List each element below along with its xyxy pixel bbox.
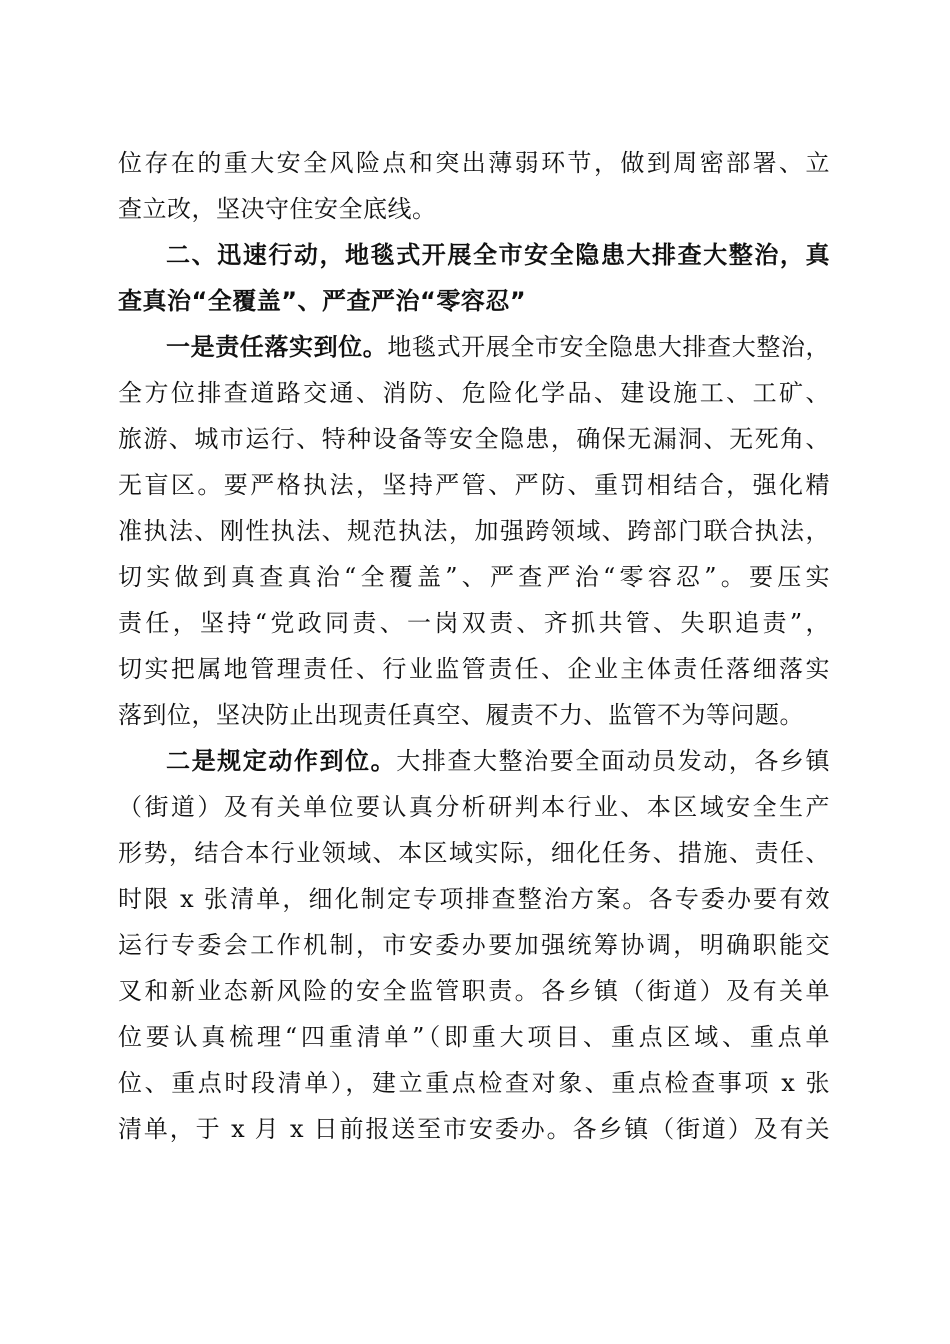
paragraph-lead: 二是规定动作到位。: [166, 747, 397, 775]
text-line: [118, 738, 830, 784]
text-line: [118, 324, 830, 370]
text-line: （街道）及有关单位要认真分析研判本行业、本区域安全生产: [118, 793, 830, 821]
text-line: 形势，结合本行业领域、本区域实际，细化任务、措施、责任、: [118, 839, 830, 867]
text-line: 运行专委会工作机制，市安委办要加强统筹协调，明确职能交: [118, 931, 830, 959]
paragraph-intro: [118, 140, 830, 232]
text-line: 叉和新业态新风险的安全监管职责。各乡镇（街道）及有关单: [118, 977, 830, 1005]
text-line: 位要认真梳理“四重清单”（即重大项目、重点区域、重点单: [118, 1023, 830, 1051]
text-line: 无盲区。要严格执法，坚持严管、严防、重罚相结合，强化精: [118, 471, 830, 499]
text-line: 全方位排查道路交通、消防、危险化学品、建设施工、工矿、: [118, 379, 830, 407]
paragraph-lead-rest: 地毯式开展全市安全隐患大排查大整治，: [387, 333, 831, 361]
section-heading: [118, 232, 830, 324]
text-line: 切实把属地管理责任、行业监管责任、企业主体责任落细落实: [118, 655, 830, 683]
heading-line: 二、迅速行动，地毯式开展全市安全隐患大排查大整治，真: [166, 241, 830, 269]
text-line: 清单，于 x 月 x 日前报送至市安委办。各乡镇（街道）及有关: [118, 1115, 830, 1143]
paragraph-lead: 一是责任落实到位。: [166, 333, 388, 361]
paragraph-lead-rest: 大排查大整治要全面动员发动，各乡镇: [396, 747, 831, 775]
text-line: 位、重点时段清单），建立重点检查对象、重点检查事项 x 张: [118, 1069, 830, 1097]
text-line: 查立改，坚决守住安全底线。: [118, 195, 437, 223]
paragraph-actions: [118, 738, 830, 1152]
text-line: 准执法、刚性执法、规范执法，加强跨领域、跨部门联合执法，: [118, 517, 830, 545]
text-line: 时限 x 张清单，细化制定专项排查整治方案。各专委办要有效: [118, 885, 830, 913]
paragraph-responsibility: [118, 324, 830, 738]
text-line: 旅游、城市运行、特种设备等安全隐患，确保无漏洞、无死角、: [118, 425, 830, 453]
text-line: 切实做到真查真治“全覆盖”、严查严治“零容忍”。要压实: [118, 563, 830, 591]
text-line: 位存在的重大安全风险点和突出薄弱环节，做到周密部署、立: [118, 149, 830, 177]
heading-line: 查真治“全覆盖”、严查严治“零容忍”: [118, 287, 527, 315]
text-line: 落到位，坚决防止出现责任真空、履责不力、监管不为等问题。: [118, 701, 804, 729]
text-line: 责任，坚持“党政同责、一岗双责、齐抓共管、失职追责”，: [118, 609, 830, 637]
document-body: [118, 140, 830, 1152]
